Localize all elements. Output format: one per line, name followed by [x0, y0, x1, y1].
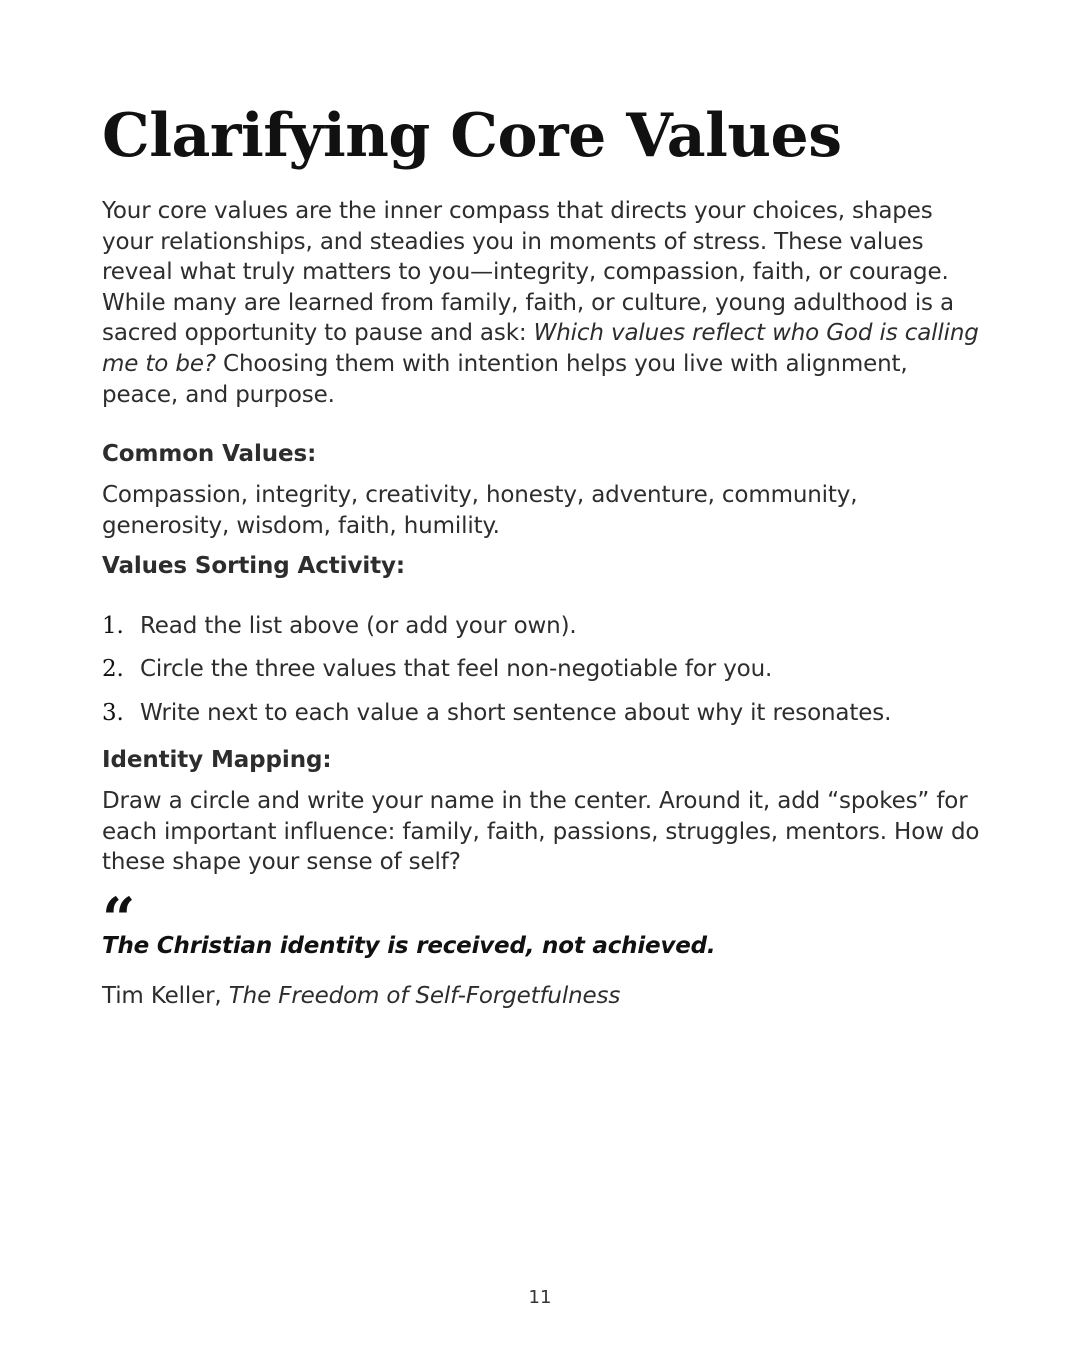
identity-mapping-heading: Identity Mapping:: [102, 747, 332, 773]
step-number: 2.: [102, 656, 124, 683]
quote-text: The Christian identity is received, not achieved.: [102, 933, 716, 959]
list-item: [102, 648, 982, 692]
quote-source: The Freedom of Self-Forgetfulness: [228, 983, 621, 1009]
sorting-steps-list: [102, 604, 982, 735]
intro-question: Which values reflect who God is calling me to be?: [102, 320, 979, 377]
step-number: 1.: [102, 612, 124, 639]
step-number: 3.: [102, 699, 124, 726]
intro-text-2: Choosing them with intention helps you live with alignment, peace, and purpose.: [102, 350, 908, 408]
intro-paragraph: [102, 196, 980, 410]
list-item: [102, 604, 982, 648]
quote-mark-icon: “: [102, 885, 136, 953]
common-values-text: Compassion, integrity, creativity, honesty, adventure, community, generosity, wisdom, faith, humility.: [102, 482, 858, 539]
step-text: Write next to each value a short sentence about why it resonates.: [140, 699, 892, 726]
identity-mapping-text: Draw a circle and write your name in the center. Around it, add “spokes” for each important influence: family, faith, passions, struggles, mentors. How do these shape your sense of self?: [102, 788, 980, 876]
quote-attribution: [102, 981, 620, 1011]
common-values-heading: Common Values:: [102, 441, 317, 467]
page-number: 11: [528, 1287, 552, 1308]
page-title: Clarifying Core Values: [102, 101, 842, 171]
list-item: [102, 691, 982, 735]
quote-author: Tim Keller,: [102, 983, 229, 1009]
sorting-activity-heading: Values Sorting Activity:: [102, 553, 406, 579]
intro-text-1: Your core values are the inner compass that directs your choices, shapes your relationships, and steadies you in moments of stress. These values reveal what truly matters to you—integrity, compassion, faith, or courage. While many are learned from family, faith, or culture, young adulthood is a sacred opportunity to pause and ask:: [102, 198, 954, 347]
step-text: Read the list above (or add your own).: [140, 612, 577, 639]
step-text: Circle the three values that feel non-negotiable for you.: [140, 656, 773, 683]
